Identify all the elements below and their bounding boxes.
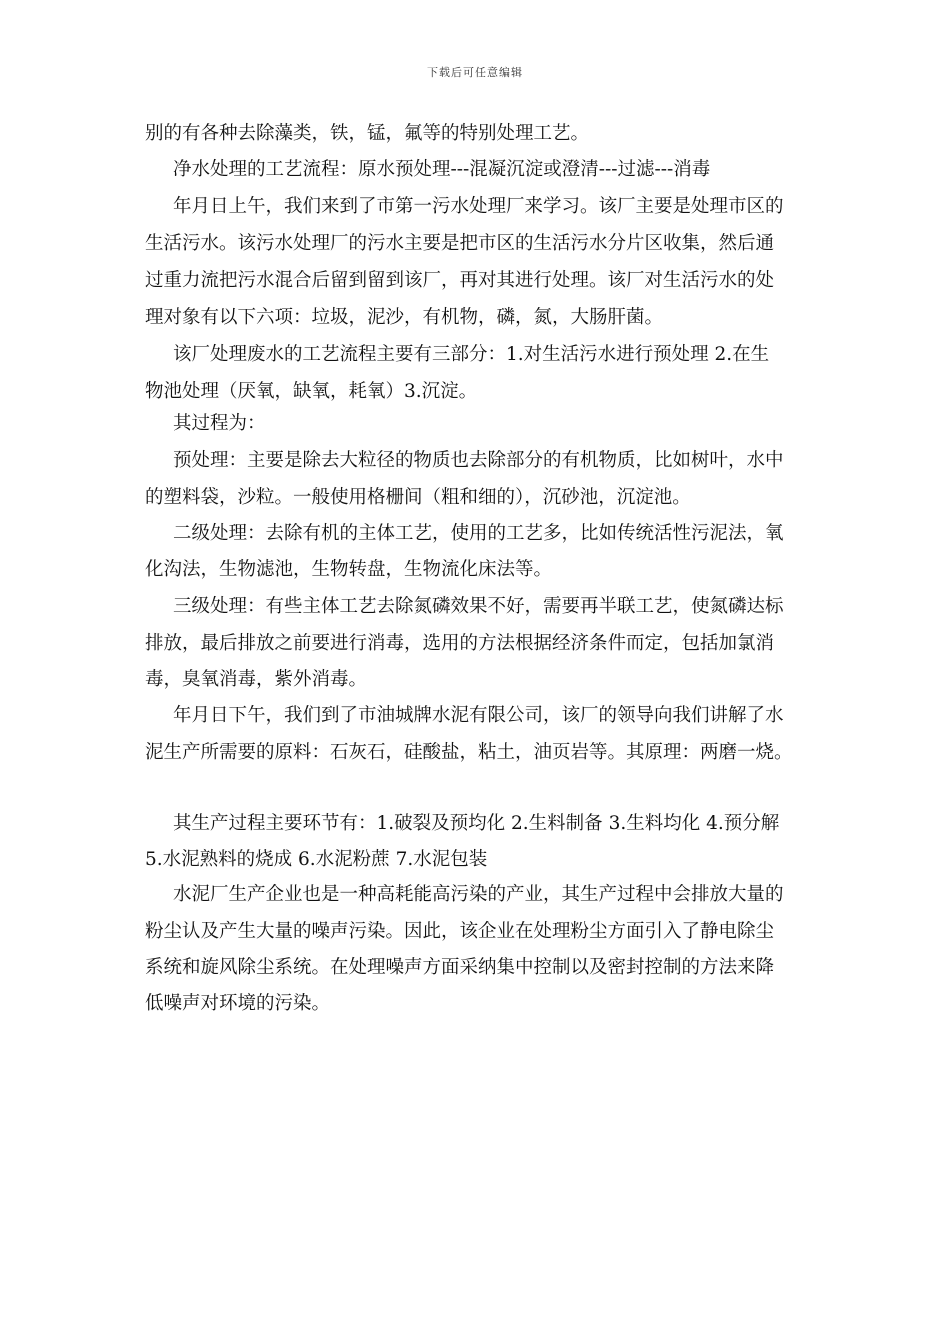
text-line: 其生产过程主要环节有：1.破裂及预均化 2.生料制备 3.生料均化 4.预分解 — [173, 813, 780, 834]
text-line: 其过程为： — [173, 413, 266, 434]
text-line: 粉尘认及产生大量的噪声污染。因此，该企业在处理粉尘方面引入了静电除尘 — [145, 921, 775, 942]
text-line: 水泥厂生产企业也是一种高耗能高污染的产业，其生产过程中会排放大量的 — [173, 884, 784, 905]
text-line: 二级处理：去除有机的主体工艺，使用的工艺多，比如传统活性污泥法，氧 — [173, 523, 784, 544]
text-line: 排放，最后排放之前要进行消毒，选用的方法根据经济条件而定，包括加氯消 — [145, 633, 775, 654]
text-line: 净水处理的工艺流程：原水预处理---混凝沉淀或澄清---过滤---消毒 — [173, 159, 711, 180]
text-line: 理对象有以下六项：垃圾，泥沙，有机物，磷，氮，大肠肝菌。 — [145, 307, 664, 328]
text-line: 低噪声对环境的污染。 — [145, 993, 331, 1014]
text-line: 年月日上午，我们来到了市第一污水处理厂来学习。该厂主要是处理市区的 — [173, 196, 784, 217]
text-line: 物池处理（厌氧，缺氧，耗氧）3.沉淀。 — [145, 381, 478, 402]
text-line: 化沟法，生物滤池，生物转盘，生物流化床法等。 — [145, 559, 553, 580]
text-line: 年月日下午，我们到了市油城牌水泥有限公司，该厂的领导向我们讲解了水 — [173, 705, 784, 726]
text-line: 的塑料袋，沙粒。一般使用格栅间（粗和细的），沉砂池，沉淀池。 — [145, 487, 691, 508]
text-line: 预处理：主要是除去大粒径的物质也去除部分的有机物质，比如树叶，水中 — [173, 450, 784, 471]
text-line: 5.水泥熟料的烧成 6.水泥粉蔗 7.水泥包装 — [145, 849, 488, 870]
page-header: 下载后可任意编辑 — [427, 66, 523, 79]
text-line: 毒，臭氧消毒，紫外消毒。 — [145, 669, 368, 690]
text-line: 该厂处理废水的工艺流程主要有三部分：1.对生活污水进行预处理 2.在生 — [173, 344, 770, 365]
text-line: 泥生产所需要的原料：石灰石，硅酸盐，粘土，油页岩等。其原理：两磨一烧。 — [145, 742, 793, 763]
text-line: 生活污水。该污水处理厂的污水主要是把市区的生活污水分片区收集，然后通 — [145, 233, 775, 254]
text-line: 别的有各种去除藻类，铁，锰，氟等的特别处理工艺。 — [145, 123, 590, 144]
text-line: 系统和旋风除尘系统。在处理噪声方面采纳集中控制以及密封控制的方法来降 — [145, 957, 775, 978]
text-line: 过重力流把污水混合后留到留到该厂，再对其进行处理。该厂对生活污水的处 — [145, 270, 775, 291]
text-line: 三级处理：有些主体工艺去除氮磷效果不好，需要再半联工艺，使氮磷达标 — [173, 596, 784, 617]
